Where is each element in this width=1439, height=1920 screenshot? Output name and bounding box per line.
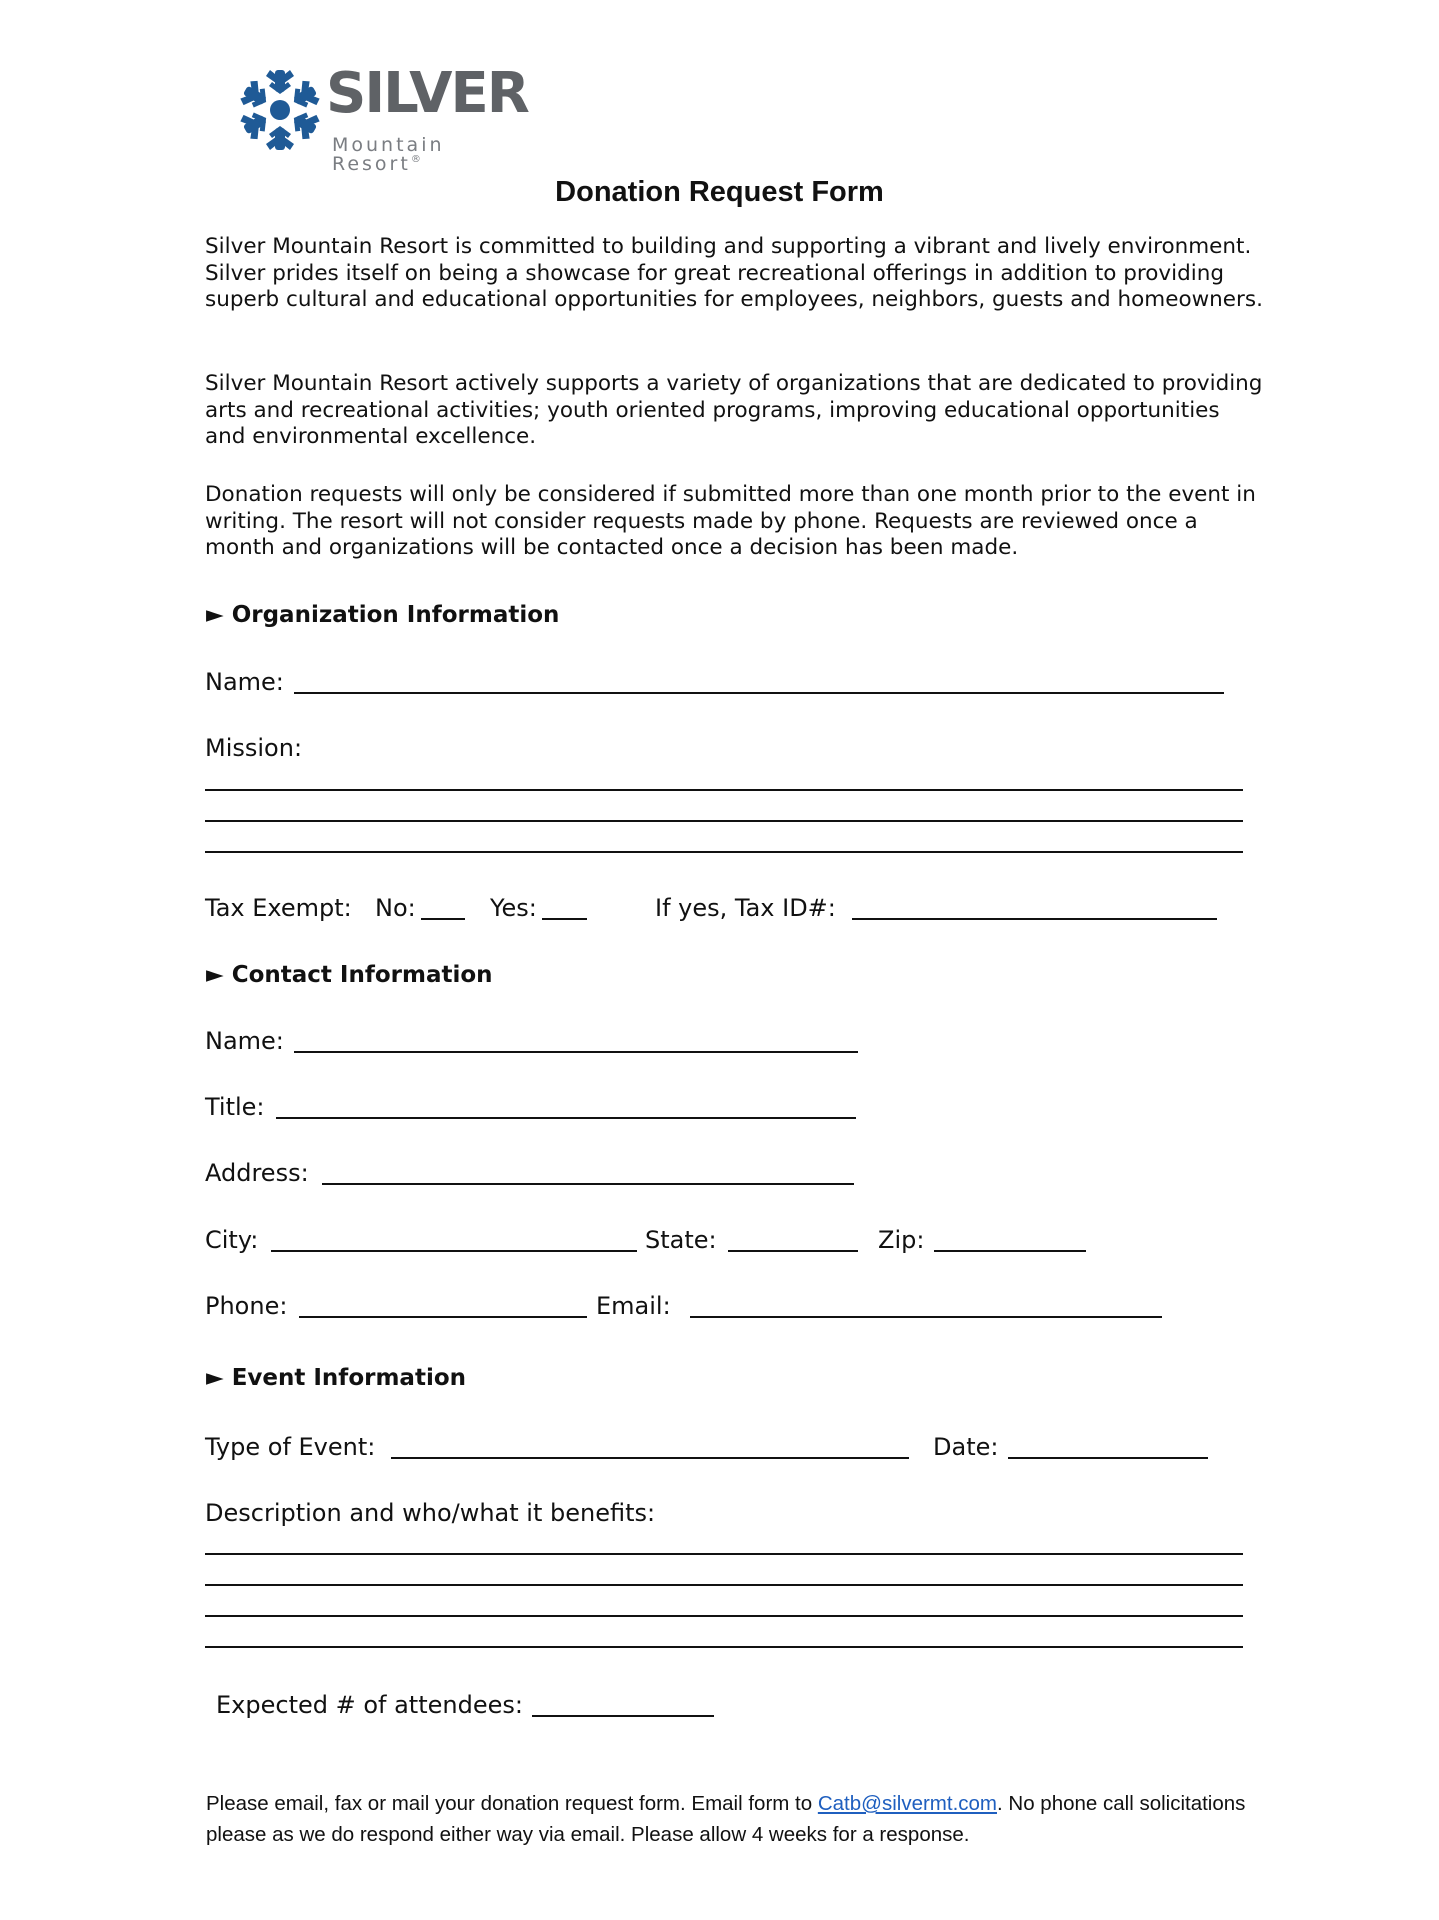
state-label: State:	[645, 1226, 717, 1254]
address-field[interactable]	[322, 1183, 854, 1185]
description-field-line-1[interactable]	[205, 1553, 1243, 1555]
phone-field[interactable]	[299, 1316, 587, 1318]
page-title: Donation Request Form	[555, 176, 884, 208]
tax-exempt-no-label: No:	[375, 894, 416, 922]
email-label: Email:	[596, 1292, 671, 1320]
mission-field-line-2[interactable]	[205, 820, 1243, 822]
address-label: Address:	[205, 1159, 309, 1187]
footer-text-end: . No phone call solicitations please as we do respond either way via email. Please allow 4 weeks for a response.	[206, 1792, 1246, 1846]
phone-label: Phone:	[205, 1292, 288, 1320]
mission-field-line-1[interactable]	[205, 789, 1243, 791]
state-field[interactable]	[728, 1250, 858, 1252]
organization-heading: ► Organization Information	[206, 602, 560, 628]
contact-heading: ► Contact Information	[206, 962, 493, 988]
email-field[interactable]	[690, 1316, 1162, 1318]
tax-exempt-no-field[interactable]	[421, 918, 465, 920]
footer-text-start: Please email, fax or mail your donation request form. Email form to	[206, 1792, 818, 1815]
logo-wordmark: SILVER	[326, 61, 528, 126]
tax-exempt-yes-label: Yes:	[490, 894, 537, 922]
contact-name-label: Name:	[205, 1027, 284, 1055]
org-name-label: Name:	[205, 668, 284, 696]
org-name-field[interactable]	[294, 692, 1224, 694]
mission-field-line-3[interactable]	[205, 851, 1243, 853]
description-field-line-4[interactable]	[205, 1646, 1243, 1648]
contact-title-label: Title:	[205, 1093, 265, 1121]
snowflake-logo-icon	[238, 68, 322, 152]
logo-subtitle: Mountain Resort®	[332, 134, 445, 175]
event-type-field[interactable]	[391, 1457, 909, 1459]
intro-paragraph-2: Silver Mountain Resort actively supports a variety of organizations that are dedicated to providing arts and recreational activities; youth oriented programs, improving educational opportunities and environmental excellence.	[205, 371, 1263, 449]
tax-exempt-label: Tax Exempt:	[205, 894, 352, 922]
city-label: City:	[205, 1226, 259, 1254]
intro-paragraph-1: Silver Mountain Resort is committed to building and supporting a vibrant and lively environment. Silver prides itself on being a showcase for great recreational offerings in addition to providing superb cultural and educational opportunities for employees, neighbors, guests and homeowners.	[205, 234, 1263, 312]
zip-field[interactable]	[934, 1250, 1086, 1252]
intro-paragraph-3: Donation requests will only be considered if submitted more than one month prior to the event in writing. The resort will not consider requests made by phone. Requests are reviewed once a month and organizations will be contacted once a decision has been made.	[205, 482, 1256, 560]
attendees-label: Expected # of attendees:	[216, 1691, 523, 1719]
tax-id-field[interactable]	[852, 918, 1217, 920]
attendees-field[interactable]	[532, 1715, 714, 1717]
resort-logo	[238, 61, 538, 175]
contact-title-field[interactable]	[276, 1117, 856, 1119]
mission-label: Mission:	[205, 734, 303, 762]
event-date-field[interactable]	[1008, 1457, 1208, 1459]
city-field[interactable]	[271, 1250, 637, 1252]
contact-name-field[interactable]	[294, 1051, 858, 1053]
footer-email-link[interactable]: Catb@silvermt.com	[817, 1792, 997, 1815]
event-type-label: Type of Event:	[205, 1433, 376, 1461]
event-date-label: Date:	[933, 1433, 999, 1461]
footer-note	[206, 1788, 1266, 1850]
tax-exempt-yes-field[interactable]	[542, 918, 587, 920]
zip-label: Zip:	[878, 1226, 925, 1254]
event-heading: ► Event Information	[206, 1365, 466, 1391]
description-label: Description and who/what it benefits:	[205, 1499, 656, 1527]
tax-id-label: If yes, Tax ID#:	[655, 894, 836, 922]
description-field-line-3[interactable]	[205, 1615, 1243, 1617]
description-field-line-2[interactable]	[205, 1584, 1243, 1586]
